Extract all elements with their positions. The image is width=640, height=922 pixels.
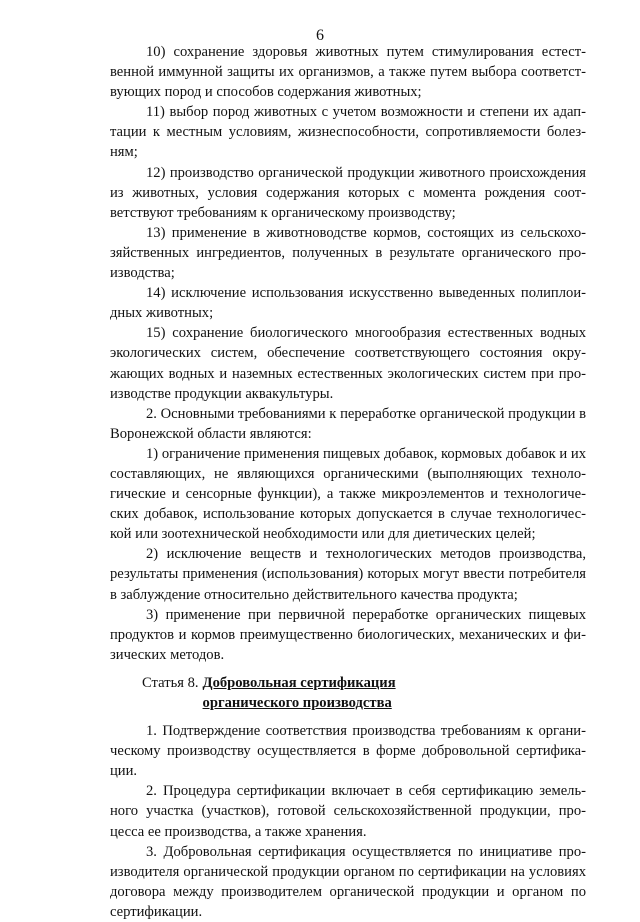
paragraph-item-10: 10) сохранение здоровья животных путем стимулирования естественной иммунной защиты их организмов, а также путем выбора соответствующих пород и способов содержания животных; xyxy=(110,44,586,101)
paragraph-certification-2: 2. Процедура сертификации включает в себя сертификацию земельного участка (участков), готовой сельскохозяйственной продукции, процесса ее производства, а также хранения. xyxy=(110,783,586,840)
paragraph-item-11: 11) выбор пород животных с учетом возможности и степени их адаптации к местным условиям, жизнеспособности, сопротивляемости болезням; xyxy=(110,104,586,161)
page-number: 6 xyxy=(316,27,324,44)
paragraph-processing-item-2: 2) исключение веществ и технологических методов производства, результаты применения (использования) которых могут ввести потребителя в заблуждение относительно действительного качества продукта; xyxy=(110,546,586,603)
paragraph-processing-item-1: 1) ограничение применения пищевых добавок, кормовых добавок и их составляющих, не являющихся органическими (выполняющих технологические и сенсорные функции), а также микроэлементов и технологических добавок, использование которых допускается в случае технологической или зоотехнической необходимости или для диетических целей; xyxy=(110,445,586,543)
document-body xyxy=(110,42,586,922)
paragraph-section-2: 2. Основными требованиями к переработке органической продукции в Воронежской области являются: xyxy=(110,405,586,442)
article-heading xyxy=(110,673,586,713)
paragraph-item-13: 13) применение в животноводстве кормов, состоящих из сельскохозяйственных ингредиентов, полученных в результате органического производства; xyxy=(110,224,586,282)
paragraph-certification-3: 3. Добровольная сертификация осуществляется по инициативе производителя органической продукции органом по сертификации на условиях договора между производителем органической продукции и органом по сертификации. xyxy=(110,843,586,920)
paragraph-certification-1: 1. Подтверждение соответствия производства требованиям к органическому производству осуществляется в форме добровольной сертификации. xyxy=(110,723,586,780)
paragraph-processing-item-3: 3) применение при первичной переработке органических пищевых продуктов и кормов преимущественно биологических, механических и физических методов. xyxy=(110,606,586,663)
paragraph-item-12: 12) производство органической продукции животного происхождения из животных, условия содержания которых с момента рождения соответствуют требованиям к органическому производству; xyxy=(110,164,586,221)
paragraph-item-14: 14) исключение использования искусственно выведенных полиплоидных животных; xyxy=(110,285,586,322)
article-title: Добровольная сертификация органического производства xyxy=(202,674,396,711)
article-label: Статья 8. xyxy=(142,674,199,691)
paragraph-item-15: 15) сохранение биологического многообразия естественных водных экологических систем, обеспечение соответствующего состояния окружающих водных и наземных естественных экологических систем при производстве продукции аквакультуры. xyxy=(110,325,586,402)
